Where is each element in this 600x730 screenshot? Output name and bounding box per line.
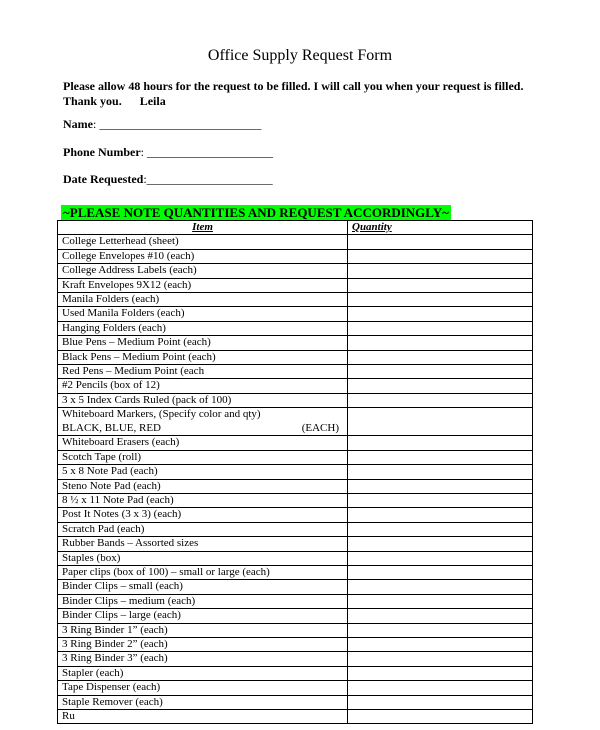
- table-row: [58, 522, 533, 536]
- item-cell: Stapler (each): [58, 666, 348, 680]
- item-cell: College Address Labels (each): [58, 264, 348, 278]
- table-row: [58, 493, 533, 507]
- table-row: [58, 336, 533, 350]
- phone-field[interactable]: [63, 145, 273, 160]
- table-row: [58, 408, 533, 436]
- quantity-notice: ~PLEASE NOTE QUANTITIES AND REQUEST ACCORDINGLY~: [63, 205, 449, 220]
- item-cell: Staples (box): [58, 551, 348, 565]
- quantity-cell[interactable]: [348, 365, 533, 379]
- item-header: Item: [58, 221, 348, 235]
- markers-each: (EACH): [301, 421, 339, 434]
- table-row: [58, 637, 533, 651]
- phone-blank[interactable]: : _____________________: [140, 145, 274, 159]
- item-cell: Tape Dispenser (each): [58, 681, 348, 695]
- thanks-text: Thank you.: [63, 93, 122, 108]
- table-row: [58, 235, 533, 249]
- quantity-cell[interactable]: [348, 609, 533, 623]
- item-cell: Kraft Envelopes 9X12 (each): [58, 278, 348, 292]
- item-cell: Ru: [58, 710, 348, 724]
- name-field[interactable]: [63, 117, 261, 132]
- quantity-cell[interactable]: [348, 710, 533, 724]
- quantity-cell[interactable]: [348, 235, 533, 249]
- quantity-header: Quantity: [348, 221, 533, 235]
- quantity-cell[interactable]: [348, 537, 533, 551]
- table-header-row: [58, 221, 533, 235]
- quantity-cell[interactable]: [348, 436, 533, 450]
- item-cell: Black Pens – Medium Point (each): [58, 350, 348, 364]
- item-cell: Red Pens – Medium Point (each: [58, 365, 348, 379]
- table-row: [58, 379, 533, 393]
- quantity-cell[interactable]: [348, 522, 533, 536]
- quantity-cell[interactable]: [348, 350, 533, 364]
- item-cell: Blue Pens – Medium Point (each): [58, 336, 348, 350]
- table-row: [58, 652, 533, 666]
- table-row: [58, 436, 533, 450]
- quantity-cell[interactable]: [348, 393, 533, 407]
- quantity-cell[interactable]: [348, 695, 533, 709]
- table-row: [58, 264, 533, 278]
- item-cell: Binder Clips – small (each): [58, 580, 348, 594]
- item-cell: Binder Clips – medium (each): [58, 594, 348, 608]
- markers-colors: BLACK, BLUE, RED: [62, 421, 161, 434]
- item-cell: College Envelopes #10 (each): [58, 249, 348, 263]
- table-row: [58, 508, 533, 522]
- phone-label: Phone Number: [63, 145, 141, 159]
- item-cell: Used Manila Folders (each): [58, 307, 348, 321]
- table-row: [58, 537, 533, 551]
- markers-colors-line: [62, 422, 343, 435]
- table-row: [58, 565, 533, 579]
- quantity-cell[interactable]: [348, 594, 533, 608]
- table-row: [58, 479, 533, 493]
- table-row: [58, 609, 533, 623]
- quantity-cell[interactable]: [348, 307, 533, 321]
- quantity-cell[interactable]: [348, 565, 533, 579]
- quantity-cell[interactable]: [348, 681, 533, 695]
- item-cell: 3 Ring Binder 1” (each): [58, 623, 348, 637]
- table-row: [58, 465, 533, 479]
- item-cell: Rubber Bands – Assorted sizes: [58, 537, 348, 551]
- date-label: Date Requested: [63, 172, 144, 186]
- table-row: [58, 695, 533, 709]
- instructions-line: Please allow 48 hours for the request to be filled. I will call you when your request is filled.: [63, 79, 524, 93]
- table-row: [58, 710, 533, 724]
- form-title: Office Supply Request Form: [207, 47, 393, 64]
- table-row: [58, 350, 533, 364]
- item-cell: 8 ½ x 11 Note Pad (each): [58, 493, 348, 507]
- quantity-cell[interactable]: [348, 293, 533, 307]
- quantity-cell[interactable]: [348, 580, 533, 594]
- item-cell: 5 x 8 Note Pad (each): [58, 465, 348, 479]
- item-cell: College Letterhead (sheet): [58, 235, 348, 249]
- table-row: [58, 450, 533, 464]
- quantity-cell[interactable]: [348, 637, 533, 651]
- table-row: [58, 594, 533, 608]
- quantity-cell[interactable]: [348, 278, 533, 292]
- date-blank[interactable]: :_____________________: [143, 172, 273, 186]
- name-blank[interactable]: : ___________________________: [93, 117, 262, 131]
- table-row: [58, 393, 533, 407]
- signer-name: Leila: [139, 93, 166, 108]
- item-cell: #2 Pencils (box of 12): [58, 379, 348, 393]
- item-cell: 3 Ring Binder 2” (each): [58, 637, 348, 651]
- item-cell: Scotch Tape (roll): [58, 450, 348, 464]
- quantity-cell[interactable]: [348, 408, 533, 436]
- table-row: [58, 365, 533, 379]
- table-row: [58, 278, 533, 292]
- markers-line: Whiteboard Markers, (Specify color and qty): [62, 408, 261, 421]
- table-row: [58, 293, 533, 307]
- table-row: [58, 249, 533, 263]
- table-row: [58, 681, 533, 695]
- thanks-line: [63, 94, 543, 109]
- quantity-cell[interactable]: [348, 479, 533, 493]
- item-cell: 3 Ring Binder 3” (each): [58, 652, 348, 666]
- quantity-cell[interactable]: [348, 508, 533, 522]
- quantity-cell[interactable]: [348, 249, 533, 263]
- item-cell: Hanging Folders (each): [58, 321, 348, 335]
- item-cell: 3 x 5 Index Cards Ruled (pack of 100): [58, 393, 348, 407]
- quantity-cell[interactable]: [348, 551, 533, 565]
- quantity-cell[interactable]: [348, 465, 533, 479]
- quantity-cell[interactable]: [348, 379, 533, 393]
- item-cell: Whiteboard Erasers (each): [58, 436, 348, 450]
- item-cell: Paper clips (box of 100) – small or large (each): [58, 565, 348, 579]
- supply-table: [57, 220, 533, 724]
- quantity-cell[interactable]: [348, 493, 533, 507]
- table-row: [58, 321, 533, 335]
- table-row: [58, 623, 533, 637]
- quantity-cell[interactable]: [348, 336, 533, 350]
- quantity-cell[interactable]: [348, 652, 533, 666]
- table-row: [58, 551, 533, 565]
- date-field[interactable]: [63, 172, 273, 187]
- item-cell: [58, 408, 348, 436]
- quantity-cell[interactable]: [348, 450, 533, 464]
- quantity-cell[interactable]: [348, 623, 533, 637]
- table-row: [58, 580, 533, 594]
- item-cell: Steno Note Pad (each): [58, 479, 348, 493]
- name-label: Name: [63, 117, 93, 131]
- instructions: [63, 79, 543, 108]
- item-cell: Binder Clips – large (each): [58, 609, 348, 623]
- table-row: [58, 307, 533, 321]
- quantity-cell[interactable]: [348, 321, 533, 335]
- item-cell: Post It Notes (3 x 3) (each): [58, 508, 348, 522]
- quantity-cell[interactable]: [348, 666, 533, 680]
- quantity-cell[interactable]: [348, 264, 533, 278]
- item-cell: Scratch Pad (each): [58, 522, 348, 536]
- item-cell: Manila Folders (each): [58, 293, 348, 307]
- item-cell: Staple Remover (each): [58, 695, 348, 709]
- table-row: [58, 666, 533, 680]
